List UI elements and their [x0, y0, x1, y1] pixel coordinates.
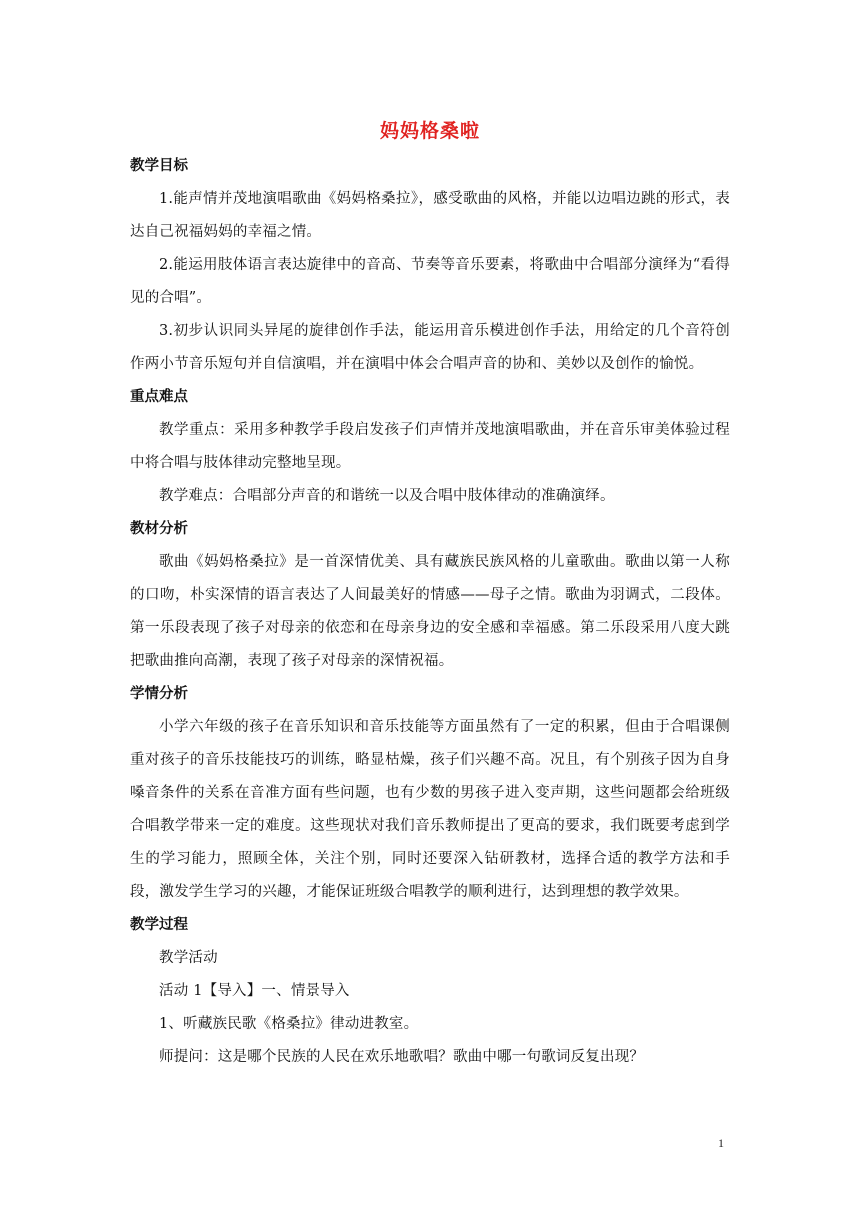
- process-line-activity-1: 活动 1【导入】一、情景导入: [159, 983, 350, 999]
- process-line-activity: 教学活动: [159, 950, 218, 966]
- section-heading-objectives: 教学目标: [130, 158, 188, 174]
- section-heading-material: 教材分析: [130, 521, 188, 537]
- section-heading-students: 学情分析: [130, 686, 188, 702]
- objective-item-1: 1.能声情并茂地演唱歌曲《妈妈格桑拉》，感受歌曲的风格，并能以边唱边跳的形式，表达自己祝福妈妈的幸福之情。: [130, 191, 730, 240]
- material-paragraph: 歌曲《妈妈格桑拉》是一首深情优美、具有藏族民族风格的儿童歌曲。歌曲以第一人称的口吻，朴实深情的语言表达了人间最美好的情感——母子之情。歌曲为羽调式，二段体。第一乐段表现了孩子对母亲的依恋和在母亲身边的安全感和幸福感。第二乐段采用八度大跳把歌曲推向高潮，表现了孩子对母亲的深情祝福。: [130, 554, 730, 669]
- page-number: 1: [718, 1136, 724, 1150]
- process-line-question: 师提问：这是哪个民族的人民在欢乐地歌唱？歌曲中哪一句歌词反复出现？: [159, 1049, 645, 1065]
- section-material: [130, 513, 730, 678]
- section-process: [130, 909, 730, 1074]
- section-key-points: [130, 381, 730, 513]
- objective-item-2: 2.能运用肢体语言表达旋律中的音高、节奏等音乐要素，将歌曲中合唱部分演绎为“看得见的合唱”。: [130, 257, 730, 306]
- document-title: 妈妈格桑啦: [379, 120, 480, 142]
- key-point-item: 教学重点：采用多种教学手段启发孩子们声情并茂地演唱歌曲，并在音乐审美体验过程中将合唱与肢体律动完整地呈现。: [130, 422, 730, 471]
- section-students: [130, 678, 730, 909]
- process-line-step-1: 1、听藏族民歌《格桑拉》律动进教室。: [159, 1016, 419, 1032]
- document-body: [130, 150, 730, 1074]
- section-objectives: [130, 150, 730, 381]
- objective-item-3: 3.初步认识同头异尾的旋律创作手法，能运用音乐模进创作手法，用给定的几个音符创作两小节音乐短句并自信演唱，并在演唱中体会合唱声音的协和、美妙以及创作的愉悦。: [130, 323, 730, 372]
- section-heading-key-points: 重点难点: [130, 389, 188, 405]
- section-heading-process: 教学过程: [130, 917, 188, 933]
- difficulty-item: 教学难点：合唱部分声音的和谐统一以及合唱中肢体律动的准确演绎。: [159, 488, 615, 504]
- students-paragraph: 小学六年级的孩子在音乐知识和音乐技能等方面虽然有了一定的积累，但由于合唱课侧重对孩子的音乐技能技巧的训练，略显枯燥，孩子们兴趣不高。况且，有个别孩子因为自身嗓音条件的关系在音准方面有些问题，也有少数的男孩子进入变声期，这些问题都会给班级合唱教学带来一定的难度。这些现状对我们音乐教师提出了更高的要求，我们既要考虑到学生的学习能力，照顾全体，关注个别，同时还要深入钻研教材，选择合适的教学方法和手段，激发学生学习的兴趣，才能保证班级合唱教学的顺利进行，达到理想的教学效果。: [130, 719, 730, 900]
